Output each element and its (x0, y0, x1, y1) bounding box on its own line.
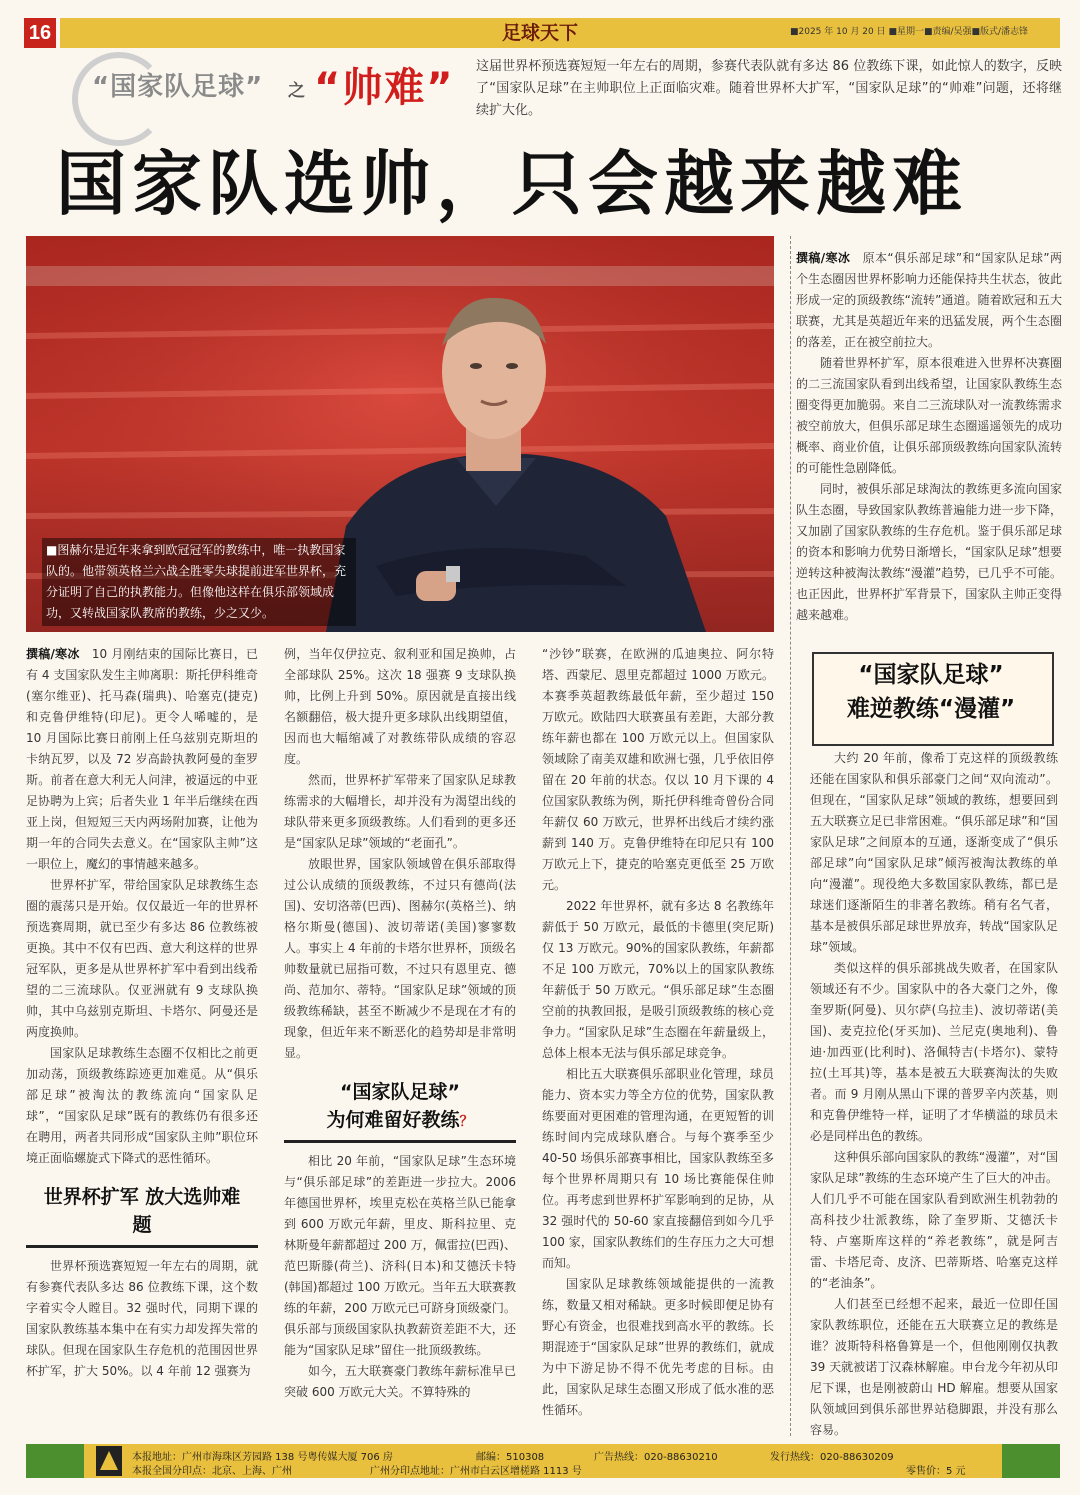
paragraph: 世界杯预选赛短短一年左右的周期，就有参赛代表队多达 86 位教练下课，这个数字着实令人瞠目。32 强时代，同期下课的国家队教练基本集中在有实力却发挥失常的球队。但现在国家队生存危机的范围因世界杯扩军，扩大 50%。以 4 年前 12 强赛为 (26, 1259, 258, 1378)
footer-ad-hotline: 广告热线：020-88630210 (594, 1452, 718, 1463)
paragraph: 然而，世界杯扩军带来了国家队足球教练需求的大幅增长，却并没有为渴望出线的球队带来更多顶级教练。人们看到的更多还是“国家队足球”领域的“老面孔”。 (284, 773, 516, 850)
subhead-text: 为何难留好教练 (326, 1109, 460, 1131)
paragraph: 类似这样的俱乐部挑战失败者，在国家队领域还有不少。国家队中的各大豪门之外，像奎罗斯(阿曼)、贝尔萨(乌拉圭)、波切蒂诺(美国)、麦克拉伦(牙买加)、兰尼克(奥地利)、鲁迪·加西亚(比利时)、洛佩特吉(卡塔尔)、蒙特拉(土耳其)等，基本是被五大联赛淘汰的失败者。而 9 月刚从黑山下课的普罗辛内茨基，则和克鲁伊维特一样，证明了才华横溢的球员未必是同样出色的教练。 (810, 961, 1058, 1143)
byline: 撰稿/寒冰 (26, 647, 80, 661)
subhead-rule (284, 1140, 516, 1143)
article-column-2 (284, 644, 516, 1403)
footer-print-sites: 本报全国分印点：北京、上海、广州 (132, 1466, 292, 1477)
paragraph: 10 月刚结束的国际比赛日，已有 4 支国家队发生主帅离职：斯托伊科维奇(塞尔维亚)、托马森(瑞典)、哈塞克(捷克)和克鲁伊维特(印尼)。更令人唏嘘的，是 10 月国际比赛日前刚上任乌兹别克斯坦的卡纳瓦罗，以及 72 岁高龄执教阿曼的奎罗斯。前者在意大利无人问津，被逼远的中亚足协聘为上宾；后者失业 1 年半后继续在西亚上岗，但短短三天内两场附加赛，让他为期一年的合同失去意义。在“国家队主帅”这一职位上，魔幻的事情越来越多。 (26, 647, 258, 871)
paragraph: 如今，五大联赛豪门教练年薪标准早已突破 600 万欧元大关。不算特殊的 (284, 1364, 516, 1399)
sidebar-subhead-line1: “国家队足球” (858, 662, 1004, 688)
paragraph: 2022 年世界杯，就有多达 8 名教练年薪低于 50 万欧元，最低的卡德里(突尼斯)仅 13 万欧元。90%的国家队教练，年薪都不足 100 万欧元，70%以上的国家队教练年薪低于 50 万欧元。“俱乐部足球”生态圈空前的执教回报，是吸引顶级教练的核心竞争力。“国家队足球”生态圈在年薪量级上，总体上根本无法与俱乐部足球竞争。 (542, 899, 774, 1060)
footer-zip: 邮编：510308 (476, 1452, 545, 1463)
subhead: 世界杯扩军 放大选帅难题 (43, 1186, 241, 1236)
subhead-line1: “国家队足球” (340, 1081, 460, 1103)
question-mark: ？ (459, 1114, 474, 1130)
paragraph: 人们甚至已经想不起来，最近一位即任国家队教练职位，还能在五大联赛立足的教练是谁？波斯特科格鲁算是一个，但他刚刚仅执教 39 天就被诺丁汉森林解雇。申台龙今年初从印尼下课，也是刚被蔚山 HD 解雇。想要从国家队领域回到俱乐部世界站稳脚跟，并没有那么容易。 (810, 1297, 1058, 1437)
sidebar-column-top (796, 248, 1062, 626)
sidebar-subhead (812, 658, 1050, 726)
sidebar-column-bottom (810, 748, 1058, 1441)
subhead-block (284, 1078, 516, 1134)
footer-address: 本报地址：广州市海珠区芳园路 138 号粤传媒大厦 706 房 (132, 1452, 393, 1463)
series-connector: 之 (288, 81, 305, 101)
footer-distribution-hotline: 发行热线：020-88630209 (770, 1452, 894, 1463)
section-title: 足球天下 (501, 22, 578, 44)
paragraph: 原本“俱乐部足球”和“国家队足球”两个生态圈因世界杯影响力还能保持共生状态，彼此形成一定的顶级教练“流转”通道。随着欧冠和五大联赛，尤其是英超近年来的迅猛发展，两个生态圈的落差，正在被空前拉大。 (796, 251, 1062, 349)
page-number: 16 (24, 18, 56, 48)
paragraph: 国家队足球教练领域能提供的一流教练，数量又相对稀缺。更多时候即便足协有野心有资金，也很难找到高水平的教练。长期混迹于“国家队足球”世界的教练们，就成为中下游足协不得不优先考虑的目标。由此，国家队足球生态圈又形成了低水准的恶性循环。 (542, 1277, 774, 1417)
paragraph: 相比 20 年前，“国家队足球”生态环境与“俱乐部足球”的差距进一步拉大。2006 年德国世界杯，埃里克松在英格兰队已能拿到 600 万欧元年薪，里皮、斯科拉里、克林斯曼年薪都超过 200 万，佩雷拉(巴西)、范巴斯滕(荷兰)、济科(日本)和艾德沃卡特(韩国)都超过 100 万欧元。当年五大联赛教练的年薪，200 万欧元已可跻身顶级豪门。俱乐部与顶级国家队执教薪资差距不大，还能为“国家队足球”留住一批顶级教练。 (284, 1154, 516, 1357)
paragraph: 国家队足球教练生态圈不仅相比之前更加动荡，顶级教练踪迹更加难觅。从“俱乐部足球”被淘汰的教练流向“国家队足球”，“国家队足球”既有的教练仍有很多还在聘用，两者共同形成“国家队主帅”职位环境正面临螺旋式下降式的恶性循环。 (26, 1046, 258, 1165)
paragraph: 同时，被俱乐部足球淘汰的教练更多流向国家队生态圈，导致国家队教练普遍能力进一步下降，又加剧了国家队教练的生存危机。鉴于俱乐部足球的资本和影响力优势日渐增长，“国家队足球”想要逆转这种被淘汰教练“漫灌”趋势，已几乎不可能。也正因此，世界杯扩军背景下，国家队主帅正变得越来越难。 (796, 482, 1062, 622)
footer-price: 零售价：5 元 (906, 1466, 966, 1477)
paragraph: 这种俱乐部向国家队的教练“漫灌”，对“国家队足球”教练的生态环境产生了巨大的冲击。人们几乎不可能在国家队看到欧洲生机勃勃的高科技少壮派教练，除了奎罗斯、艾德沃卡特、卢塞斯库这样的“养老教练”，就是阿吉雷、卡塔尼奇、皮济、巴蒂斯塔、哈塞克这样的“老油条”。 (810, 1150, 1058, 1290)
subhead-rule (26, 1245, 258, 1248)
lead-paragraph: 这届世界杯预选赛短短一年左右的周期，参赛代表队就有多达 86 位教练下课，如此惊人的数字，反映了“国家队足球”在主帅职位上正面临灾难。随着世界杯大扩军，“国家队足球”的“帅难”问题，还将继续扩大化。 (476, 59, 1062, 118)
byline: 撰稿/寒冰 (796, 251, 851, 265)
paragraph: 世界杯扩军，带给国家队足球教练生态圈的震荡只是开始。仅仅最近一年的世界杯预选赛周期，就已至少有多达 86 位教练被更换。其中不仅有巴西、意大利这样的世界冠军队，更多是从世界杯扩军中看到出线希望的二三流球队。仅亚洲就有 9 支球队换帅，其中乌兹别克斯坦、卡塔尔、阿曼还是两度换帅。 (26, 878, 258, 1039)
article-column-1 (26, 644, 258, 1382)
paragraph: 随着世界杯扩军，原本很难进入世界杯决赛圈的二三流国家队看到出线希望，让国家队教练生态圈变得更加脆弱。来自二三流球队对一流教练需求被空前放大，但俱乐部足球生态圈遥遥领先的成功概率、商业价值，让俱乐部顶级教练向国家队流转的可能性急剧降低。 (796, 356, 1062, 475)
footer-green-block (1002, 1444, 1060, 1478)
photo-caption: ■图赫尔是近年来拿到欧冠冠军的教练中，唯一执教国家队的。他带领英格兰六战全胜零失球提前进军世界杯，充分证明了自己的执教能力。但像他这样在俱乐部领域成功，又转战国家队教席的教练，少之又少。 (42, 538, 356, 626)
date-line: ■2025 年 10 月 20 日 ■星期一■责编/吴强■版式/潘志锋 (790, 27, 1029, 37)
series-highlight: “帅难” (314, 65, 455, 111)
footer-green-block (26, 1444, 84, 1478)
paragraph: 例，当年仅伊拉克、叙利亚和国足换帅，占全部球队 25%。这次 18 强赛 9 支球队换帅，比例上升到 50%。原因就是直接出线名额翻倍，极大提升更多球队出线期望值，因而也大幅缩减了对教练带队成绩的容忍度。 (284, 647, 516, 766)
paragraph: 放眼世界，国家队领域曾在俱乐部取得过公认成绩的顶级教练，不过只有德尚(法国)、安切洛蒂(巴西)、图赫尔(英格兰)、纳格尔斯曼(德国)、波切蒂诺(美国)寥寥数人。事实上 4 年前的卡塔尔世界杯，顶级名帅数量就已屈指可数，不过只有恩里克、德尚、范加尔、蒂特。“国家队足球”领域的顶级教练稀缺，甚至不断减少不是现在才有的现象，但近年来不断恶化的趋势却是非常明显。 (284, 857, 516, 1060)
column-separator (790, 236, 791, 1436)
page-headline: 国家队选帅，只会越来越难 (56, 142, 968, 225)
subhead-line2 (284, 1106, 516, 1134)
footer-gz-print: 广州分印点地址：广州市白云区增槎路 1113 号 (370, 1466, 582, 1477)
paragraph: 大约 20 年前，像希丁克这样的顶级教练还能在国家队和俱乐部豪门之间“双向流动”。但现在，“国家队足球”领域的教练，想要回到五大联赛立足已非常困难。“俱乐部足球”和“国家队足球”之间原本的互通，逐渐变成了“俱乐部足球”向“国家队足球”倾泻被淘汰教练的单向“漫灌”。现役绝大多数国家队教练，都已是球迷们逐渐陌生的非著名教练。稍有名气者，基本是被俱乐部足球世界放弃，转战“国家队足球”领域。 (810, 751, 1058, 954)
sidebar-subhead-line2: 难逆教练“漫灌” (846, 696, 1016, 722)
newspaper-logo (96, 1446, 122, 1476)
paragraph: “沙钞”联赛，在欧洲的瓜迪奥拉、阿尔特塔、西蒙尼、恩里克都超过 1000 万欧元。本赛季英超教练最低年薪，至少超过 150 万欧元。欧陆四大联赛虽有差距，大部分教练年薪也都在 100 万欧元以上。但国家队领域除了南美双雄和欧洲七强，几乎依旧停留在 20 年前的状态。仅以 10 月下课的 4 位国家队教练为例，斯托伊科维奇曾份合同年薪仅 60 万欧元，世界杯出线后才续约涨薪到 140 万。克鲁伊维特在印尼只有 100 万欧元上下，捷克的哈塞克更低至 25 万欧元。 (542, 647, 774, 892)
article-column-3 (542, 644, 774, 1421)
series-label: “国家队足球” (92, 72, 264, 102)
paragraph: 相比五大联赛俱乐部职业化管理，球员能力、资本实力等全方位的优势，国家队教练要面对更困难的管理沟通，在更短暂的训练时间内完成球队磨合。与每个赛季至少 40-50 场俱乐部赛事相比，国家队教练至多每个世界杯周期只有 10 场比赛能保住帅位。再考虑到世界杯扩军影响到的足协，从 32 强时代的 50-60 家直接翻倍到如今几乎 100 家，国家队教练们的生存压力之大可想而知。 (542, 1067, 774, 1270)
